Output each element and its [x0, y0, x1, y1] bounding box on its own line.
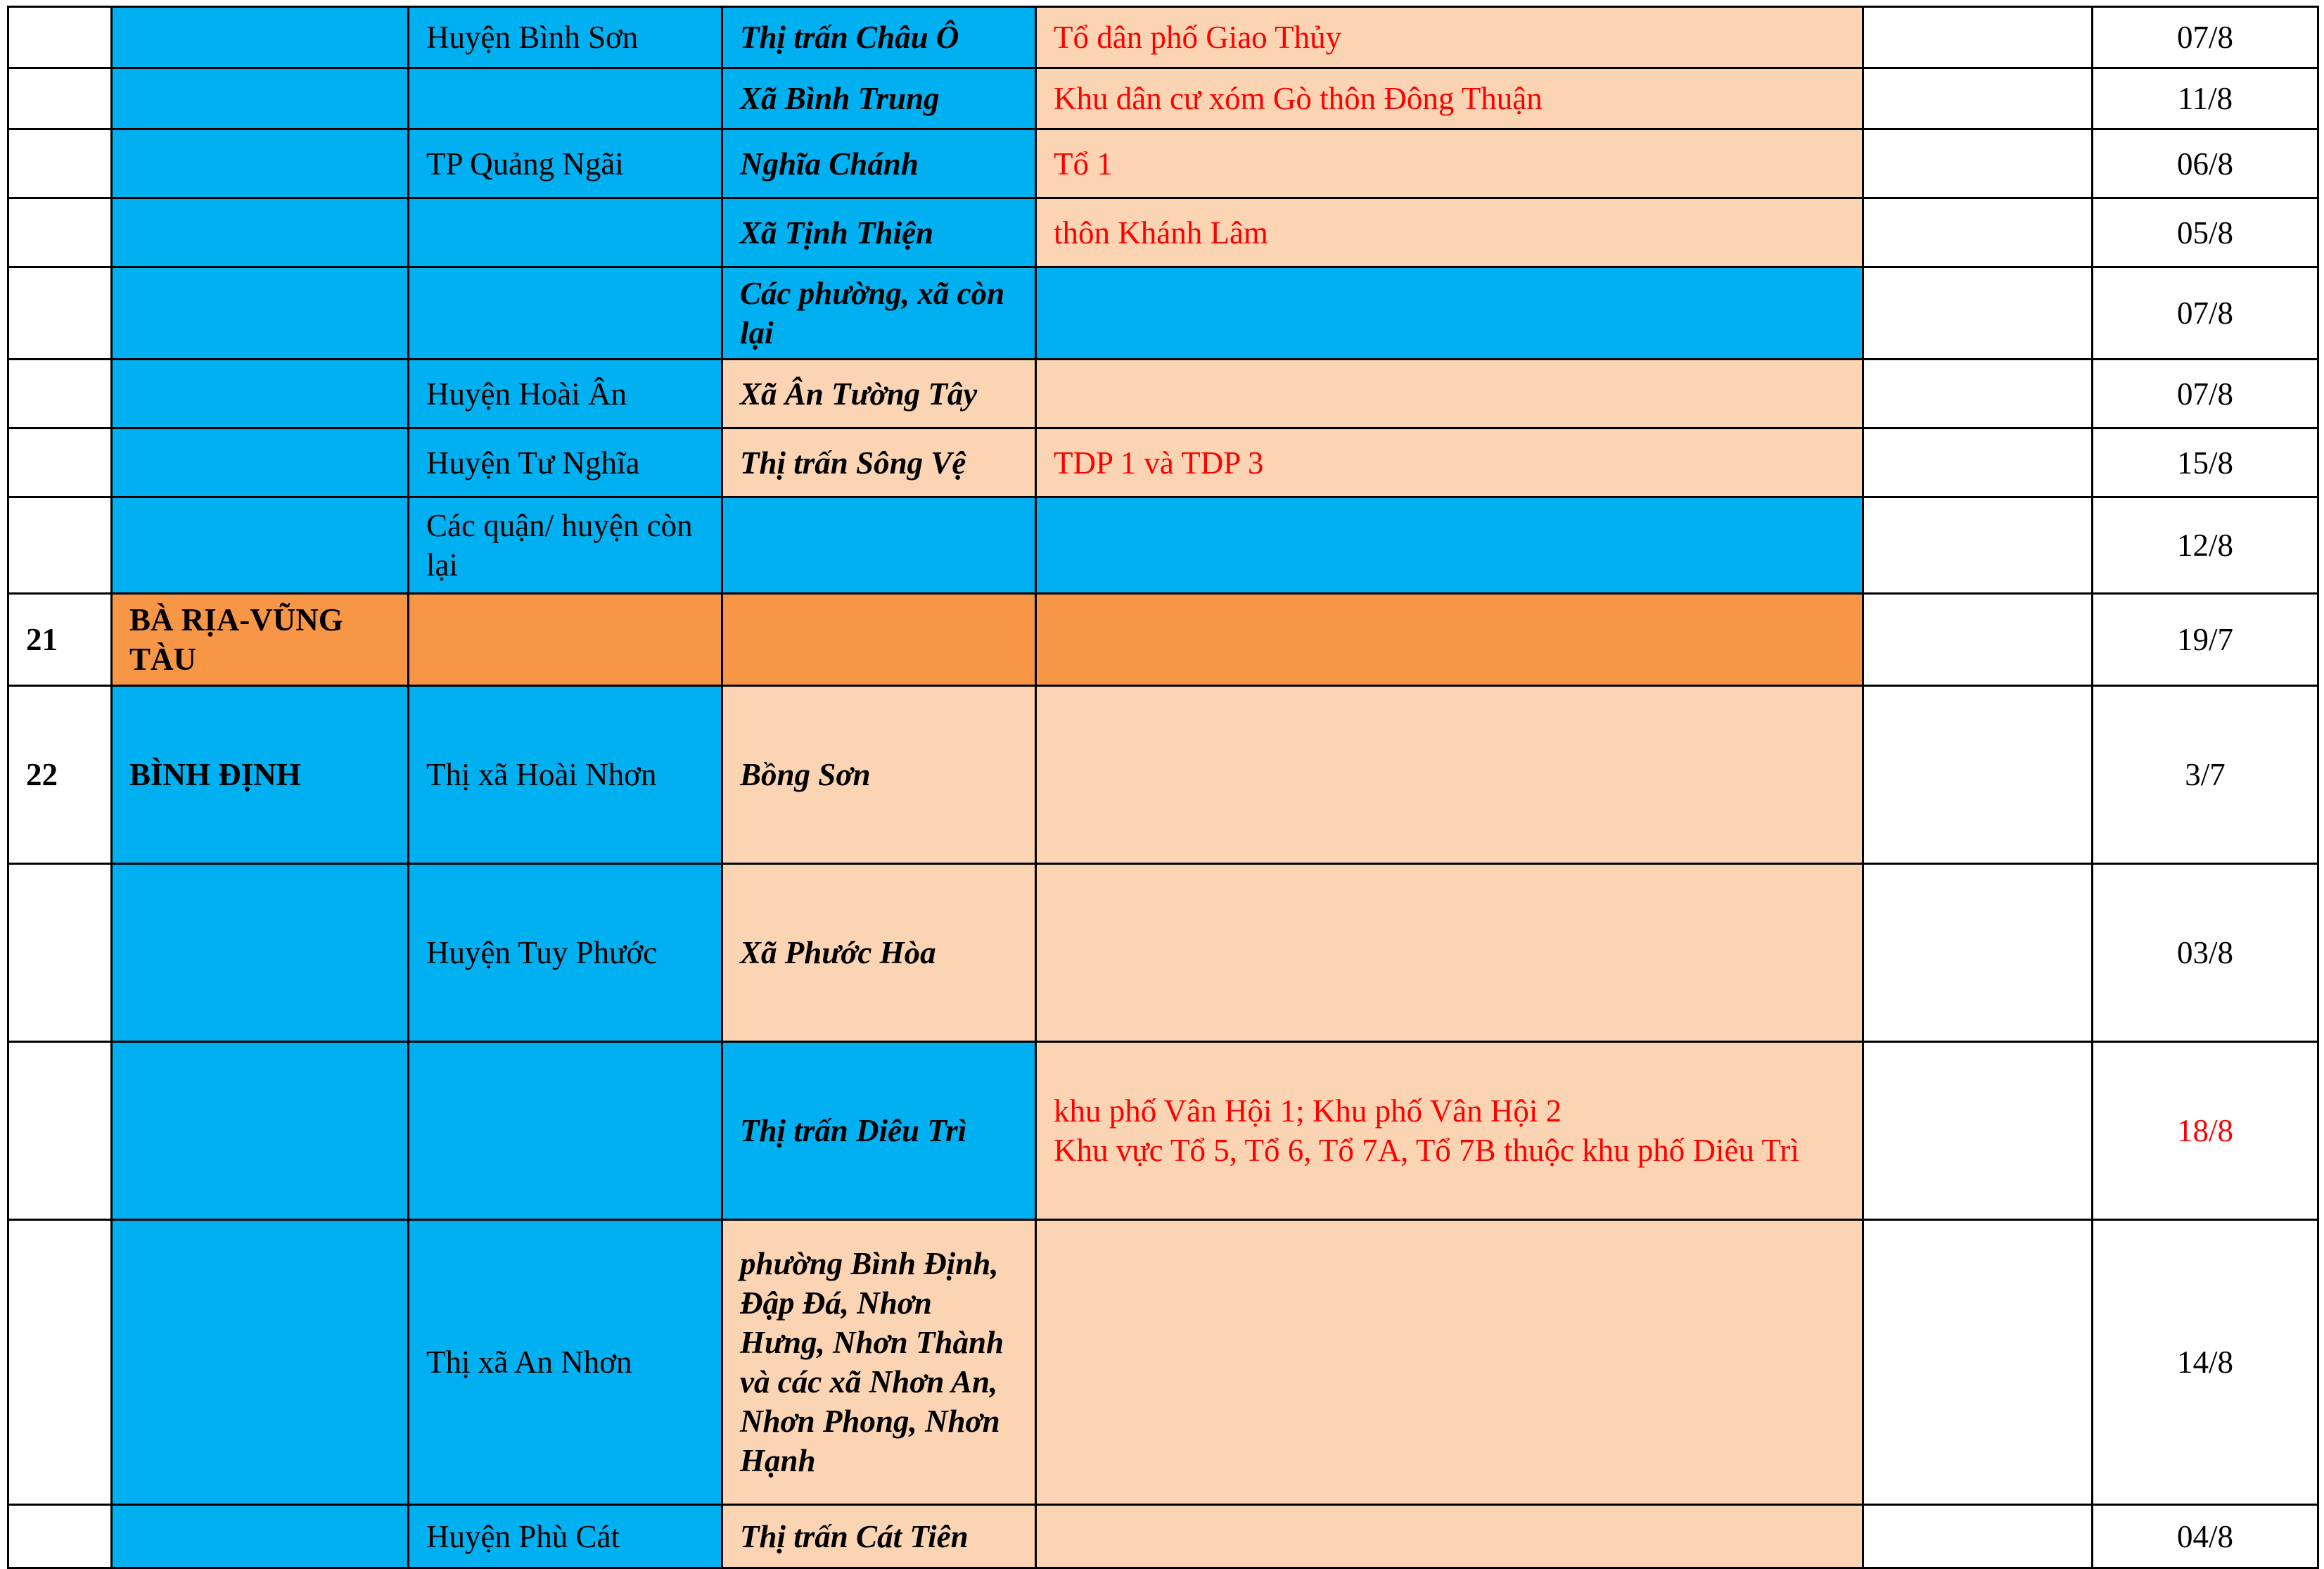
commune-name: Xã Phước Hòa: [722, 864, 1036, 1042]
province-name: [112, 198, 409, 267]
district-name: Thị xã Hoài Nhơn: [409, 686, 722, 864]
area-cell: [1036, 686, 1863, 864]
date-cell: 05/8: [2093, 198, 2318, 267]
province-name: [112, 1220, 409, 1505]
empty-cell: [1863, 7, 2093, 68]
province-name: [112, 360, 409, 428]
commune-name: [722, 594, 1036, 686]
table-row: [8, 1042, 2318, 1220]
empty-cell: [1863, 1505, 2093, 1568]
area-cell: [1036, 1042, 1863, 1220]
date-cell: 19/7: [2093, 594, 2318, 686]
table-row: [8, 129, 2318, 198]
table-row: [8, 1220, 2318, 1505]
area-text: thôn Khánh Lâm: [1054, 215, 1268, 250]
district-name: Huyện Hoài Ân: [409, 360, 722, 428]
empty-cell: [1863, 428, 2093, 497]
table-row: [8, 1505, 2318, 1568]
area-cell: [1036, 198, 1863, 267]
area-text: khu phố Vân Hội 1; Khu phố Vân Hội 2: [1054, 1093, 1562, 1129]
area-cell: [1036, 267, 1863, 360]
date-cell: 15/8: [2093, 428, 2318, 497]
district-name: Huyện Tư Nghĩa: [409, 428, 722, 497]
province-name: [112, 864, 409, 1042]
district-name: Các quận/ huyện còn lại: [409, 497, 722, 594]
commune-name: Thị trấn Cát Tiên: [722, 1505, 1036, 1568]
area-cell: [1036, 497, 1863, 594]
date-cell: 18/8: [2093, 1042, 2318, 1220]
empty-cell: [1863, 267, 2093, 360]
district-name: Huyện Phù Cát: [409, 1505, 722, 1568]
row-number: [8, 1042, 112, 1220]
commune-name: Thị trấn Sông Vệ: [722, 428, 1036, 497]
area-cell: [1036, 1505, 1863, 1568]
row-number: [8, 129, 112, 198]
commune-name: Bồng Sơn: [722, 686, 1036, 864]
table-row: [8, 428, 2318, 497]
area-cell: [1036, 68, 1863, 129]
date-cell: 07/8: [2093, 360, 2318, 428]
area-text: Tổ dân phố Giao Thủy: [1054, 20, 1342, 55]
commune-name: Xã Ân Tường Tây: [722, 360, 1036, 428]
province-name: BÀ RỊA-VŨNG TÀU: [112, 594, 409, 686]
table-row: [8, 267, 2318, 360]
province-name: [112, 129, 409, 198]
table-row: [8, 198, 2318, 267]
date-cell: 03/8: [2093, 864, 2318, 1042]
district-name: [409, 198, 722, 267]
empty-cell: [1863, 686, 2093, 864]
table-row: [8, 68, 2318, 129]
empty-cell: [1863, 497, 2093, 594]
row-number: [8, 1220, 112, 1505]
empty-cell: [1863, 594, 2093, 686]
area-text: Khu dân cư xóm Gò thôn Đông Thuận: [1054, 81, 1543, 116]
table-row-province-header: [8, 594, 2318, 686]
commune-name: Xã Tịnh Thiện: [722, 198, 1036, 267]
district-name: [409, 267, 722, 360]
row-number: [8, 497, 112, 594]
empty-cell: [1863, 864, 2093, 1042]
table-row-province-header: [8, 686, 2318, 864]
area-cell: [1036, 7, 1863, 68]
table-row: [8, 497, 2318, 594]
commune-name: Thị trấn Châu Ô: [722, 7, 1036, 68]
commune-name: phường Bình Định, Đập Đá, Nhơn Hưng, Nhơn Thành và các xã Nhơn An, Nhơn Phong, Nhơn Hạnh: [722, 1220, 1036, 1505]
area-cell: [1036, 428, 1863, 497]
district-name: Huyện Tuy Phước: [409, 864, 722, 1042]
area-cell: [1036, 864, 1863, 1042]
commune-name: Các phường, xã còn lại: [722, 267, 1036, 360]
date-cell: 07/8: [2093, 267, 2318, 360]
empty-cell: [1863, 68, 2093, 129]
commune-name: Xã Bình Trung: [722, 68, 1036, 129]
province-name: [112, 1505, 409, 1568]
area-cell: [1036, 594, 1863, 686]
date-cell: 14/8: [2093, 1220, 2318, 1505]
area-cell: [1036, 360, 1863, 428]
row-number: [8, 428, 112, 497]
province-name: [112, 428, 409, 497]
empty-cell: [1863, 198, 2093, 267]
area-text: Tổ 1: [1054, 146, 1113, 182]
row-number: [8, 360, 112, 428]
schedule-table-container: [7, 6, 2319, 1569]
date-cell: 07/8: [2093, 7, 2318, 68]
empty-cell: [1863, 129, 2093, 198]
commune-name: Nghĩa Chánh: [722, 129, 1036, 198]
empty-cell: [1863, 1042, 2093, 1220]
area-cell: [1036, 129, 1863, 198]
table-row: [8, 864, 2318, 1042]
province-name: [112, 7, 409, 68]
commune-name: [722, 497, 1036, 594]
district-name: [409, 68, 722, 129]
row-number: 22: [8, 686, 112, 864]
date-cell: 12/8: [2093, 497, 2318, 594]
area-text: Khu vực Tổ 5, Tổ 6, Tổ 7A, Tổ 7B thuộc khu phố Diêu Trì: [1054, 1133, 1799, 1168]
province-name: BÌNH ĐỊNH: [112, 686, 409, 864]
table-row: [8, 7, 2318, 68]
province-name: [112, 497, 409, 594]
row-number: [8, 864, 112, 1042]
province-name: [112, 1042, 409, 1220]
table-row: [8, 360, 2318, 428]
date-cell: 06/8: [2093, 129, 2318, 198]
row-number: 21: [8, 594, 112, 686]
province-name: [112, 267, 409, 360]
district-name: TP Quảng Ngãi: [409, 129, 722, 198]
schedule-table: [7, 6, 2319, 1569]
empty-cell: [1863, 1220, 2093, 1505]
date-cell: 11/8: [2093, 68, 2318, 129]
row-number: [8, 7, 112, 68]
row-number: [8, 68, 112, 129]
date-cell: 3/7: [2093, 686, 2318, 864]
province-name: [112, 68, 409, 129]
area-text: TDP 1 và TDP 3: [1054, 445, 1264, 481]
date-cell: 04/8: [2093, 1505, 2318, 1568]
row-number: [8, 198, 112, 267]
row-number: [8, 1505, 112, 1568]
commune-name: Thị trấn Diêu Trì: [722, 1042, 1036, 1220]
district-name: Huyện Bình Sơn: [409, 7, 722, 68]
area-cell: [1036, 1220, 1863, 1505]
empty-cell: [1863, 360, 2093, 428]
district-name: [409, 1042, 722, 1220]
district-name: [409, 594, 722, 686]
row-number: [8, 267, 112, 360]
district-name: Thị xã An Nhơn: [409, 1220, 722, 1505]
